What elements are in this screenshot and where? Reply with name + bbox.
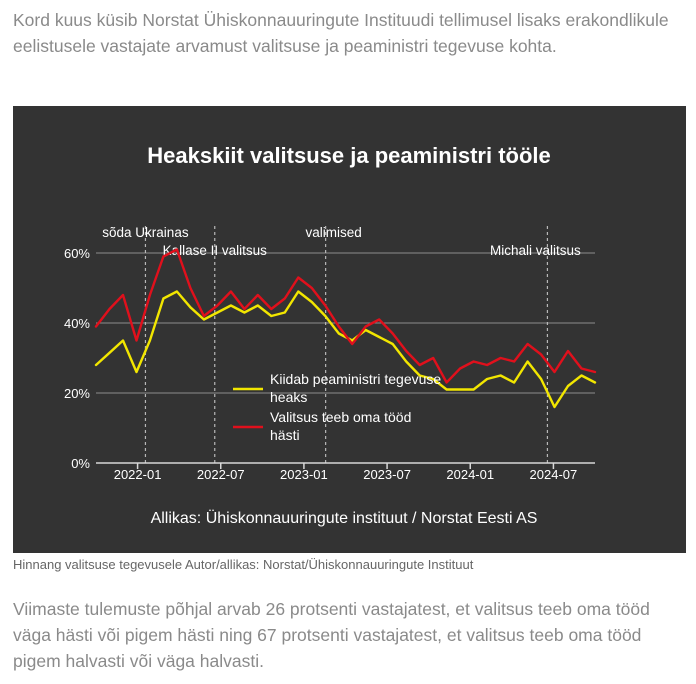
y-tick-label: 20% (63, 386, 90, 401)
chart-title: Heakskiit valitsuse ja peaministri tööle (147, 143, 551, 168)
x-tick-label: 2024-01 (446, 467, 495, 482)
x-tick-label: 2022-01 (113, 467, 162, 482)
axes (64, 246, 595, 482)
x-tick-label: 2022-07 (196, 467, 245, 482)
approval-line-chart (13, 106, 686, 553)
event-markers (102, 225, 581, 463)
legend-label: Kiidab peaministri tegevuse heaks (270, 371, 442, 405)
event-label: Kallase II valitsus (162, 243, 267, 258)
series-line-0 (96, 292, 595, 408)
y-tick-label: 0% (71, 456, 90, 471)
y-tick-label: 40% (63, 316, 90, 331)
x-tick-label: 2023-01 (280, 467, 328, 482)
chart-container (13, 106, 686, 553)
x-tick-label: 2023-07 (363, 467, 411, 482)
intro-paragraph: Kord kuus küsib Norstat Ühiskonnauuringute Instituudi tellimusel lisaks erakondlikule eelistusele vastajate arvamust valitsuse ja peaministri tegevuse kohta. (13, 10, 669, 56)
y-tick-label: 60% (63, 246, 90, 261)
legend-label: Valitsus teeb oma tööd hästi (270, 409, 412, 443)
series-line-1 (96, 250, 595, 383)
outro-paragraph: Viimaste tulemuste põhjal arvab 26 protsenti vastajatest, et valitsus teeb oma tööd väga hästi või pigem hästi ning 67 protsenti vastajatest, et valitsus teeb oma tööd pigem halvasti või väga halvasti. (13, 599, 650, 671)
chart-caption: Hinnang valitsuse tegevusele Autor/allikas: Norstat/Ühiskonnauuringute Instituut (13, 557, 474, 572)
x-tick-label: 2024-07 (529, 467, 578, 482)
event-label: valimised (305, 225, 362, 240)
event-label: Michali valitsus (490, 243, 581, 258)
event-label: sõda Ukrainas (102, 225, 189, 240)
chart-source: Allikas: Ühiskonnauuringute instituut / Norstat Eesti AS (150, 510, 538, 527)
legend (233, 371, 441, 443)
